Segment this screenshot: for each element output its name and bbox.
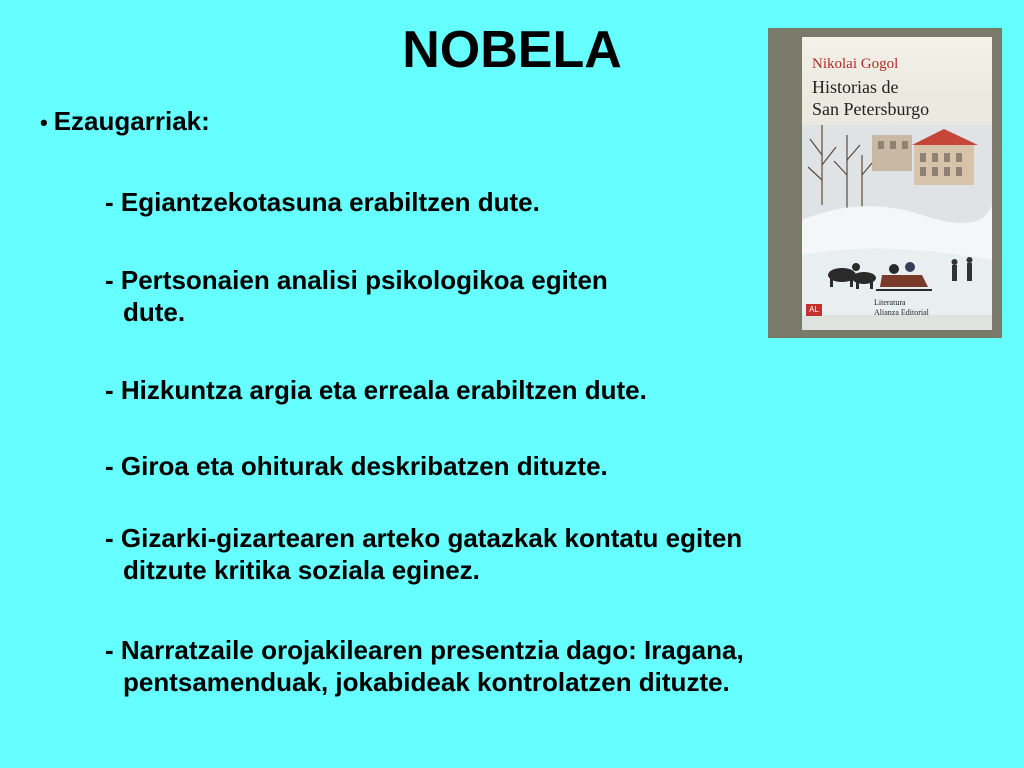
point-6	[105, 634, 744, 698]
book-collection: Literatura	[874, 298, 906, 307]
book-author: Nikolai Gogol	[812, 56, 899, 72]
bullet-dot: •	[40, 110, 48, 135]
bullet-heading	[40, 104, 210, 140]
point-1	[105, 186, 540, 218]
bullet-heading-text: Ezaugarriak:	[53, 106, 210, 136]
winter-scene-illustration	[802, 125, 992, 315]
point-5-line-2: ditzute kritika soziala eginez.	[123, 555, 480, 585]
book-title-line-1: Historias de	[812, 77, 899, 97]
book-cover-image	[768, 28, 1002, 338]
publisher-logo: AL	[806, 304, 822, 316]
book-cover-inner	[802, 37, 992, 330]
book-publisher: Alianza Editorial	[874, 308, 929, 317]
point-2	[105, 264, 608, 328]
point-5	[105, 522, 742, 586]
point-2-line-2: dute.	[123, 297, 186, 327]
slide-title: NOBELA	[402, 21, 622, 79]
point-3	[105, 374, 647, 406]
point-3-line-1: - Hizkuntza argia eta erreala erabiltzen dute.	[105, 375, 647, 405]
point-4	[105, 450, 608, 482]
point-5-line-1: - Gizarki-gizartearen arteko gatazkak kontatu egiten	[105, 523, 743, 553]
point-4-line-1: - Giroa eta ohiturak deskribatzen dituzte.	[105, 451, 608, 481]
point-2-line-1: - Pertsonaien analisi psikologikoa egiten	[105, 265, 608, 295]
point-1-line-1: - Egiantzekotasuna erabiltzen dute.	[105, 187, 540, 217]
book-title-line-2: San Petersburgo	[812, 99, 930, 119]
point-6-line-2: pentsamenduak, jokabideak kontrolatzen dituzte.	[123, 667, 730, 697]
point-6-line-1: - Narratzaile orojakilearen presentzia dago: Iragana,	[105, 635, 744, 665]
